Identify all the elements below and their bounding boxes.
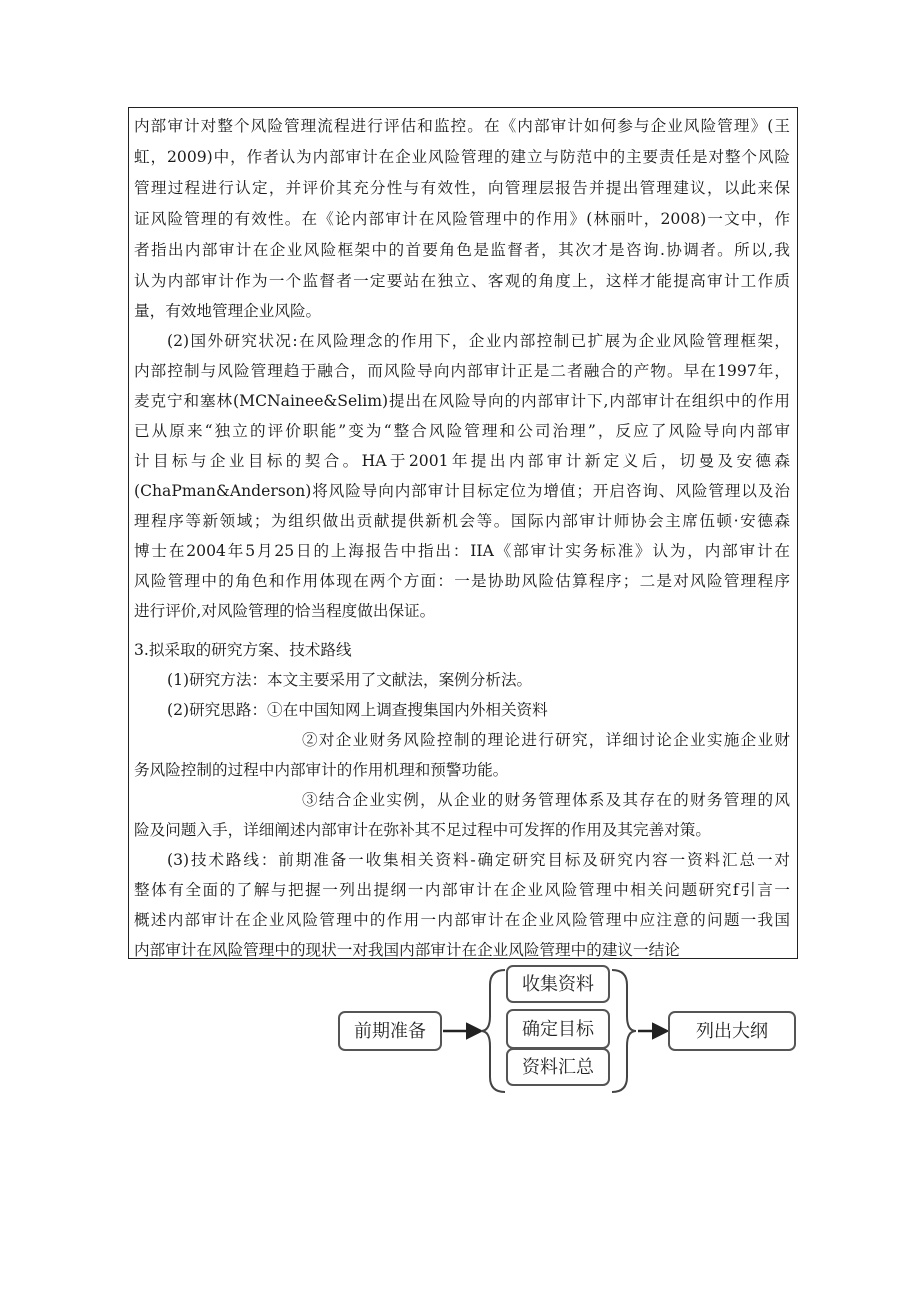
- text-line: ③结合企业实例，从企业的财务管理体系及其存在的财务管理的风: [302, 791, 790, 809]
- text-line: (1)研究方法：本文主要采用了文献法，案例分析法。: [167, 671, 533, 689]
- text-line: 虹，2009)中，作者认为内部审计在企业风险管理的建立与防范中的主要责任是对整个风险: [134, 148, 790, 166]
- text-line: 内部审计在风险管理中的现状一对我国内部审计在企业风险管理中的建议一结论: [134, 941, 680, 959]
- text-line: 内部控制与风险管理趋于融合，而风险导向内部审计正是二者融合的产物。早在1997年，: [134, 362, 790, 380]
- flow-box-summary-label: 资料汇总: [522, 1057, 594, 1078]
- flow-box-end: [669, 1012, 795, 1050]
- flow-box-target: [507, 1010, 609, 1048]
- text-line: 认为内部审计作为一个监督者一定要站在独立、客观的角度上，这样才能提高审计工作质: [134, 272, 790, 290]
- text-line: 者指出内部审计在企业风险框架中的首要角色是监督者，其次才是咨询.协调者。所以,我: [134, 241, 790, 259]
- right-bracket: [612, 970, 636, 1092]
- flow-box-collect: [507, 966, 609, 1002]
- section-heading: 3.拟采取的研究方案、技术路线: [134, 641, 352, 659]
- flow-box-end-label: 列出大纲: [696, 1021, 768, 1042]
- text-line: 理程序等新领域；为组织做出贡献提供新机会等。国际内部审计师协会主席伍顿·安德森: [134, 512, 790, 530]
- text-line: 管理过程进行认定，并评价其充分性与有效性，向管理层报告并提出管理建议，以此来保: [134, 179, 790, 197]
- text-line: (ChaPman&Anderson)将风险导向内部审计目标定位为增值；开启咨询、风险管理以及治: [134, 482, 790, 500]
- text-line: 博士在2004年5月25日的上海报告中指出：IIA《部审计实务标准》认为，内部审计在: [134, 542, 790, 560]
- text-line: 概述内部审计在企业风险管理中的作用一内部审计在企业风险管理中应注意的问题一我国: [134, 911, 790, 929]
- text-line: 计目标与企业目标的契合。HA于2001年提出内部审计新定义后，切曼及安德森: [134, 452, 790, 470]
- text-line: 已从原来“独立的评价职能”变为“整合风险管理和公司治理”，反应了风险导向内部审: [134, 422, 790, 440]
- text-line: (3)技术路线：前期准备一收集相关资料-确定研究目标及研究内容一资料汇总一对: [167, 851, 790, 869]
- text-line: 风险管理中的角色和作用体现在两个方面：一是协助风险估算程序；二是对风险管理程序: [134, 572, 790, 590]
- text-line: 务风险控制的过程中内部审计的作用机理和预警功能。: [134, 761, 509, 779]
- flow-box-start-label: 前期准备: [354, 1021, 426, 1042]
- flow-box-target-label: 确定目标: [522, 1019, 594, 1040]
- flow-box-collect-label: 收集资料: [522, 974, 594, 995]
- text-line: (2)研究思路：①在中国知网上调查搜集国内外相关资料: [167, 701, 548, 719]
- text-line: 麦克宁和塞林(MCNainee&Selim)提出在风险导向的内部审计下,内部审计在组织中的作用: [134, 392, 790, 410]
- text-line: 内部审计对整个风险管理流程进行评估和监控。在《内部审计如何参与企业风险管理》(王: [134, 117, 790, 135]
- text-line: 量，有效地管理企业风险。: [134, 302, 322, 320]
- text-line: (2)国外研究状况:在风险理念的作用下，企业内部控制已扩展为企业风险管理框架，: [167, 332, 790, 350]
- left-bracket: [481, 970, 505, 1092]
- flow-box-summary: [507, 1049, 609, 1085]
- text-line: 进行评价,对风险管理的恰当程度做出保证。: [134, 602, 436, 620]
- text-line: ②对企业财务风险控制的理论进行研究，详细讨论企业实施企业财: [302, 731, 790, 749]
- text-line: 整体有全面的了解与把握一列出提纲一内部审计在企业风险管理中相关问题研究f引言一: [134, 881, 790, 899]
- flow-box-start: [339, 1012, 441, 1050]
- text-line: 证风险管理的有效性。在《论内部审计在风险管理中的作用》(林丽叶，2008)一文中，作: [134, 210, 790, 228]
- text-line: 险及问题入手，详细阐述内部审计在弥补其不足过程中可发挥的作用及其完善对策。: [134, 821, 711, 839]
